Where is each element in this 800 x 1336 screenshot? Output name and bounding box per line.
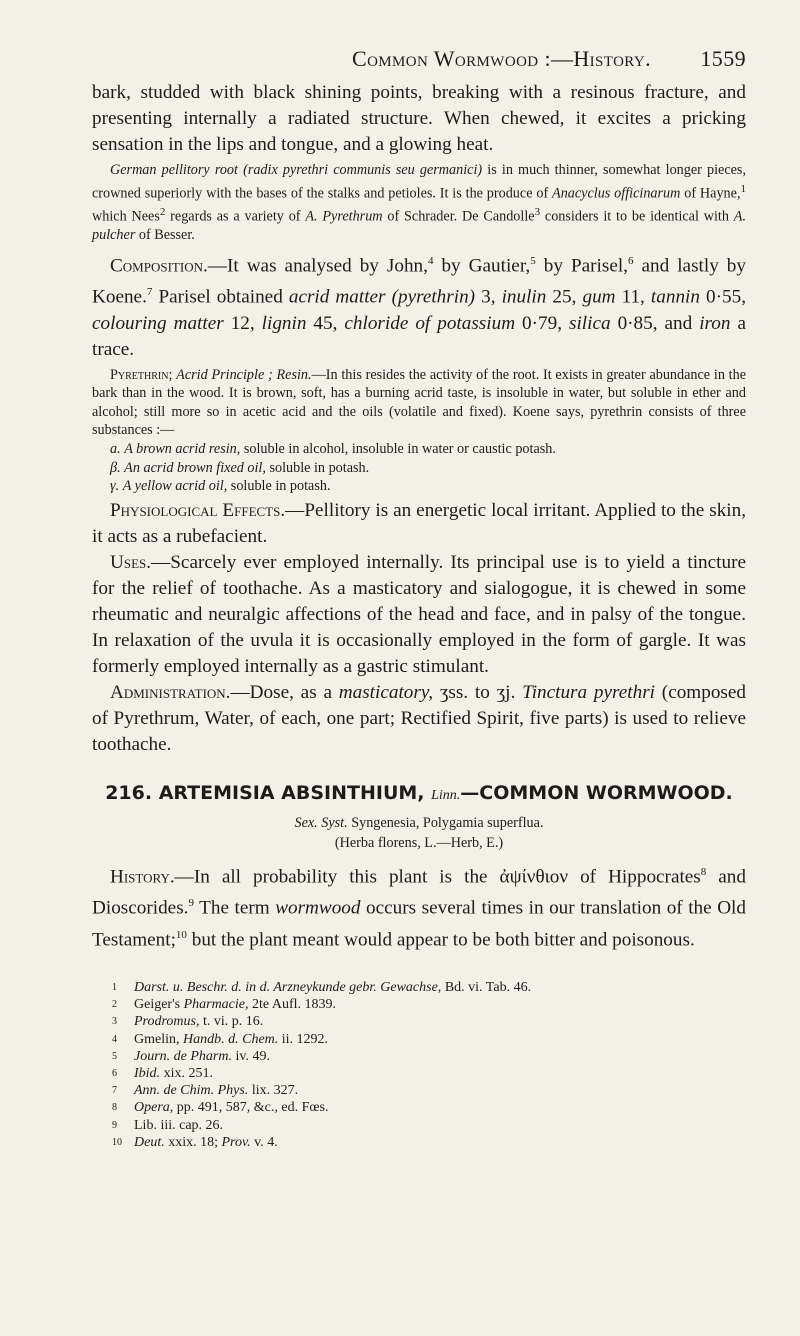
page-number: 1559 xyxy=(700,46,746,71)
german-pellitory-name: German pellitory root xyxy=(110,162,238,178)
footnote: $^3$ Prodromus, t. vi. p. 16. xyxy=(112,1014,264,1030)
footnote: $^7$ Ann. de Chim. Phys. lix. 327. xyxy=(112,1083,299,1099)
substance-list xyxy=(92,440,746,496)
paragraph-history: History.—In all probability this plant is the ἀψίνθιον of Hippocrates$^8$ and Dioscorides.$^9$ The term wormwood occurs several times in our translation of the Old Testament;$^{10}$ but the plant meant would appear to be both bitter and poisonous. xyxy=(92,865,746,950)
footnote: $^9$ Lib. iii. cap. 26. xyxy=(112,1117,224,1133)
footnotes xyxy=(112,979,746,1151)
paragraph-uses: Uses.—Scarcely ever employed internally. Its principal use is to yield a tincture for the relief of toothache. As a masticatory and sialogogue, it is chewed in some rheumatic and neuralgic affections of the head and face, and in palsy of the tongue. In relaxation of the uvula it is occasionally employed in the form of gargle. It was formerly employed internally as a gastric stimulant. xyxy=(92,551,746,677)
composition-label: Composition. xyxy=(110,255,208,277)
sexual-system: Sex. Syst. Syngenesia, Polygamia superflua. xyxy=(294,814,544,831)
paragraph-german-pellitory: German pellitory root (radix pyrethri communis seu germanici) is in much thinner, somewhat longer pieces, crowned superiorly with the bases of the stalks and petioles. It is the produce of Anacyclus officinarum of Hayne,$^1$ which Nees$^2$ regards as a variety of A. Pyrethrum of Schrader. De Candolle$^3$ considers it to be identical with A. pulcher of Besser. xyxy=(92,162,747,244)
footnote: $^8$ Opera, pp. 491, 587, &c., ed. Fœs. xyxy=(112,1100,329,1116)
paragraph-pyrethrin: Pyrethrin; Acrid Principle ; Resin.—In this resides the activity of the root. It exists in greater abundance in the bark than in the wood. It is brown, soft, has a burning acrid taste, is insoluble in water, but soluble in ether and alcohol; still more so in acetic acid and the oils (volatile and fixed). Koene says, pyrethrin consists of three substances :— xyxy=(92,366,747,439)
footnote: $^4$ Gmelin, Handb. d. Chem. ii. 1292. xyxy=(112,1031,329,1047)
paragraph-bark: bark, studded with black shining points, breaking with a resinous fracture, and presenting internally a radiated structure. When chewed, it excites a pricking sensation in the lips and tongue, and a glowing heat. xyxy=(92,82,746,155)
section-heading: 216. ARTEMISIA ABSINTHIUM, Linn.—COMMON WORMWOOD. xyxy=(105,781,733,804)
footnote-ref: 1 xyxy=(740,182,746,195)
footnote: $^5$ Journ. de Pharm. iv. 49. xyxy=(112,1048,270,1064)
footnote: $^2$ Geiger's Pharmacie, 2te Aufl. 1839. xyxy=(112,997,336,1013)
running-header xyxy=(92,46,746,80)
footnote: $^6$ Ibid. xix. 251. xyxy=(112,1065,213,1081)
footnote: $^1$ Darst. u. Beschr. d. in d. Arzneykunde gebr. Gewachse, Bd. vi. Tab. 46. xyxy=(112,979,532,995)
list-item: β. An acrid brown fixed oil, soluble in potash. xyxy=(110,459,370,476)
paragraph-composition: Composition.—It was analysed by John,$^4$ by Gautier,$^5$ by Parisel,$^6$ and lastly by Koene.$^7$ Parisel obtained acrid matter (pyrethrin) 3, inulin 25, gum 11, tannin 0·55, colouring matter 12, lignin 45, chloride of potassium 0·79, silica 0·85, and iron a trace. xyxy=(92,254,746,360)
footnote-ref: 2 xyxy=(159,205,166,218)
paragraph-physiological-effects: Physiological Effects.—Pellitory is an energetic local irritant. Applied to the skin, it acts as a rubefacient. xyxy=(92,499,747,547)
pyrethrin-label: Pyrethrin xyxy=(110,366,169,383)
official-names: (Herba florens, L.—Herb, E.) xyxy=(334,834,504,851)
running-title: Common Wormwood :—History. xyxy=(352,46,652,71)
list-item: a. A brown acrid resin, soluble in alcohol, insoluble in water or caustic potash. xyxy=(110,441,556,457)
footnote-ref: 3 xyxy=(534,205,541,218)
list-item: γ. A yellow acrid oil, soluble in potash. xyxy=(110,478,331,495)
paragraph-administration: Administration.—Dose, as a masticatory, ʒss. to ʒj. Tinctura pyrethri (composed of Pyrethrum, Water, of each, one part; Rectified Spirit, five parts) is used to relieve toothache. xyxy=(92,681,746,755)
german-pellitory-latin: (radix pyrethri communis seu germanici) xyxy=(243,162,483,178)
footnote: $^{10}$ Deut. xxix. 18; Prov. v. 4. xyxy=(112,1134,278,1150)
